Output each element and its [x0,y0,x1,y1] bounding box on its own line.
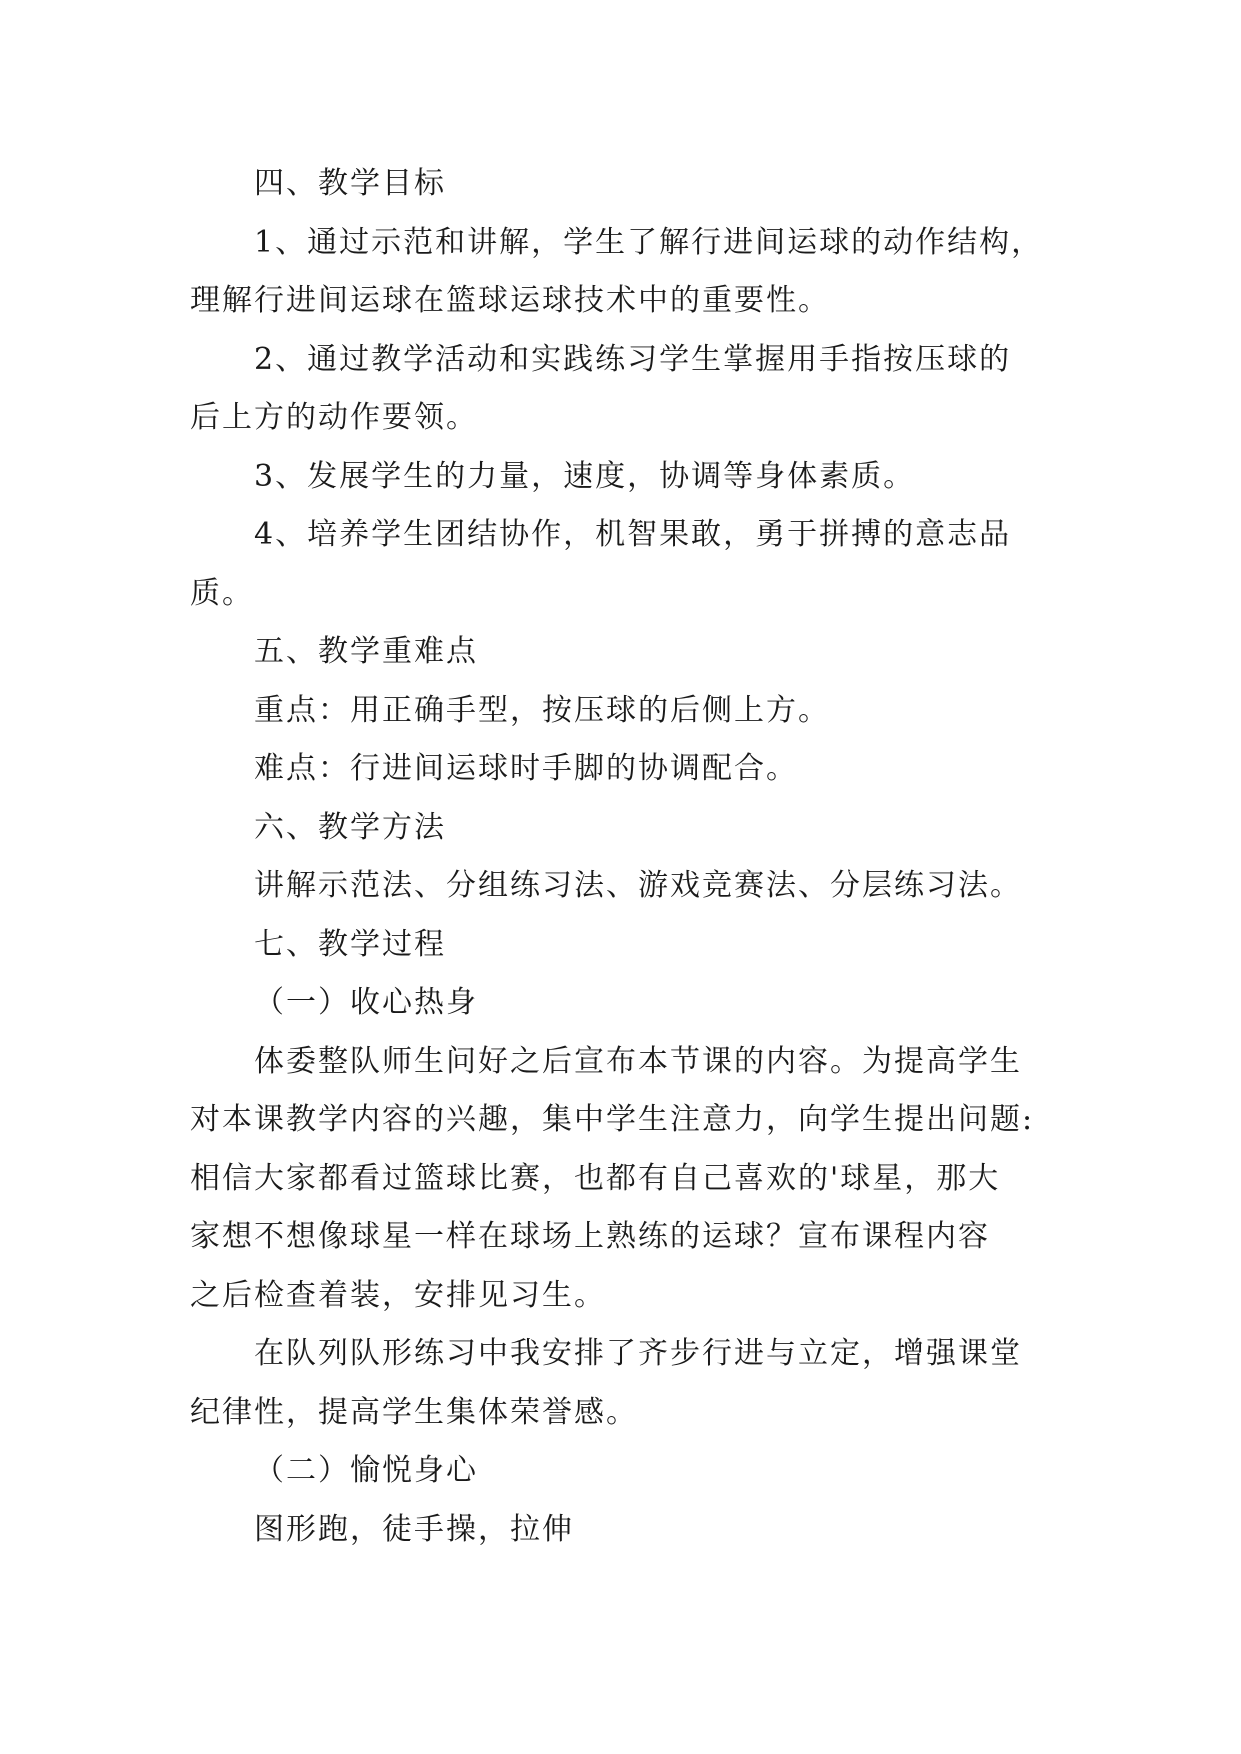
paragraph-line: 图形跑，徒手操，拉伸 [254,1511,574,1547]
paragraph-line: 体委整队师生问好之后宣布本节课的内容。为提高学生 [254,1043,1022,1079]
heading-teaching-process: 七、教学过程 [254,926,446,962]
paragraph-line: 之后检查着装，安排见习生。 [190,1277,606,1313]
paragraph-line: 重点：用正确手型，按压球的后侧上方。 [254,692,830,728]
paragraph-line: 难点：行进间运球时手脚的协调配合。 [254,751,798,786]
paragraph-line: 4、培养学生团结协作，机智果敢，勇于拼搏的意志品 [254,517,1012,552]
document-body [190,155,1070,1559]
subheading-warmup: （一）收心热身 [254,985,478,1020]
subheading-relax: （二）愉悦身心 [254,1453,478,1488]
paragraph-line: 讲解示范法、分组练习法、游戏竞赛法、分层练习法。 [254,868,1022,903]
paragraph-line: 对本课教学内容的兴趣，集中学生注意力，向学生提出问题: [190,1102,1035,1137]
paragraph-line: 2、通过教学活动和实践练习学生掌握用手指按压球的 [254,341,1012,377]
paragraph-line: 质。 [190,575,254,611]
paragraph-line: 3、发展学生的力量，速度，协调等身体素质。 [254,458,916,494]
paragraph-line: 家想不想像球星一样在球场上熟练的运球？宣布课程内容 [190,1219,990,1254]
paragraph-line: 1、通过示范和讲解，学生了解行进间运球的动作结构， [254,224,1044,260]
heading-teaching-methods: 六、教学方法 [254,809,446,845]
paragraph-line: 后上方的动作要领。 [190,400,478,435]
paragraph-line: 纪律性，提高学生集体荣誉感。 [190,1394,638,1430]
paragraph-line: 理解行进间运球在篮球运球技术中的重要性。 [190,283,830,318]
heading-key-points: 五、教学重难点 [254,634,478,669]
heading-teaching-goals: 四、教学目标 [254,166,446,201]
paragraph-line: 在队列队形练习中我安排了齐步行进与立定，增强课堂 [254,1336,1022,1371]
paragraph-line: 相信大家都看过篮球比赛，也都有自己喜欢的'球星，那大 [190,1160,1001,1196]
